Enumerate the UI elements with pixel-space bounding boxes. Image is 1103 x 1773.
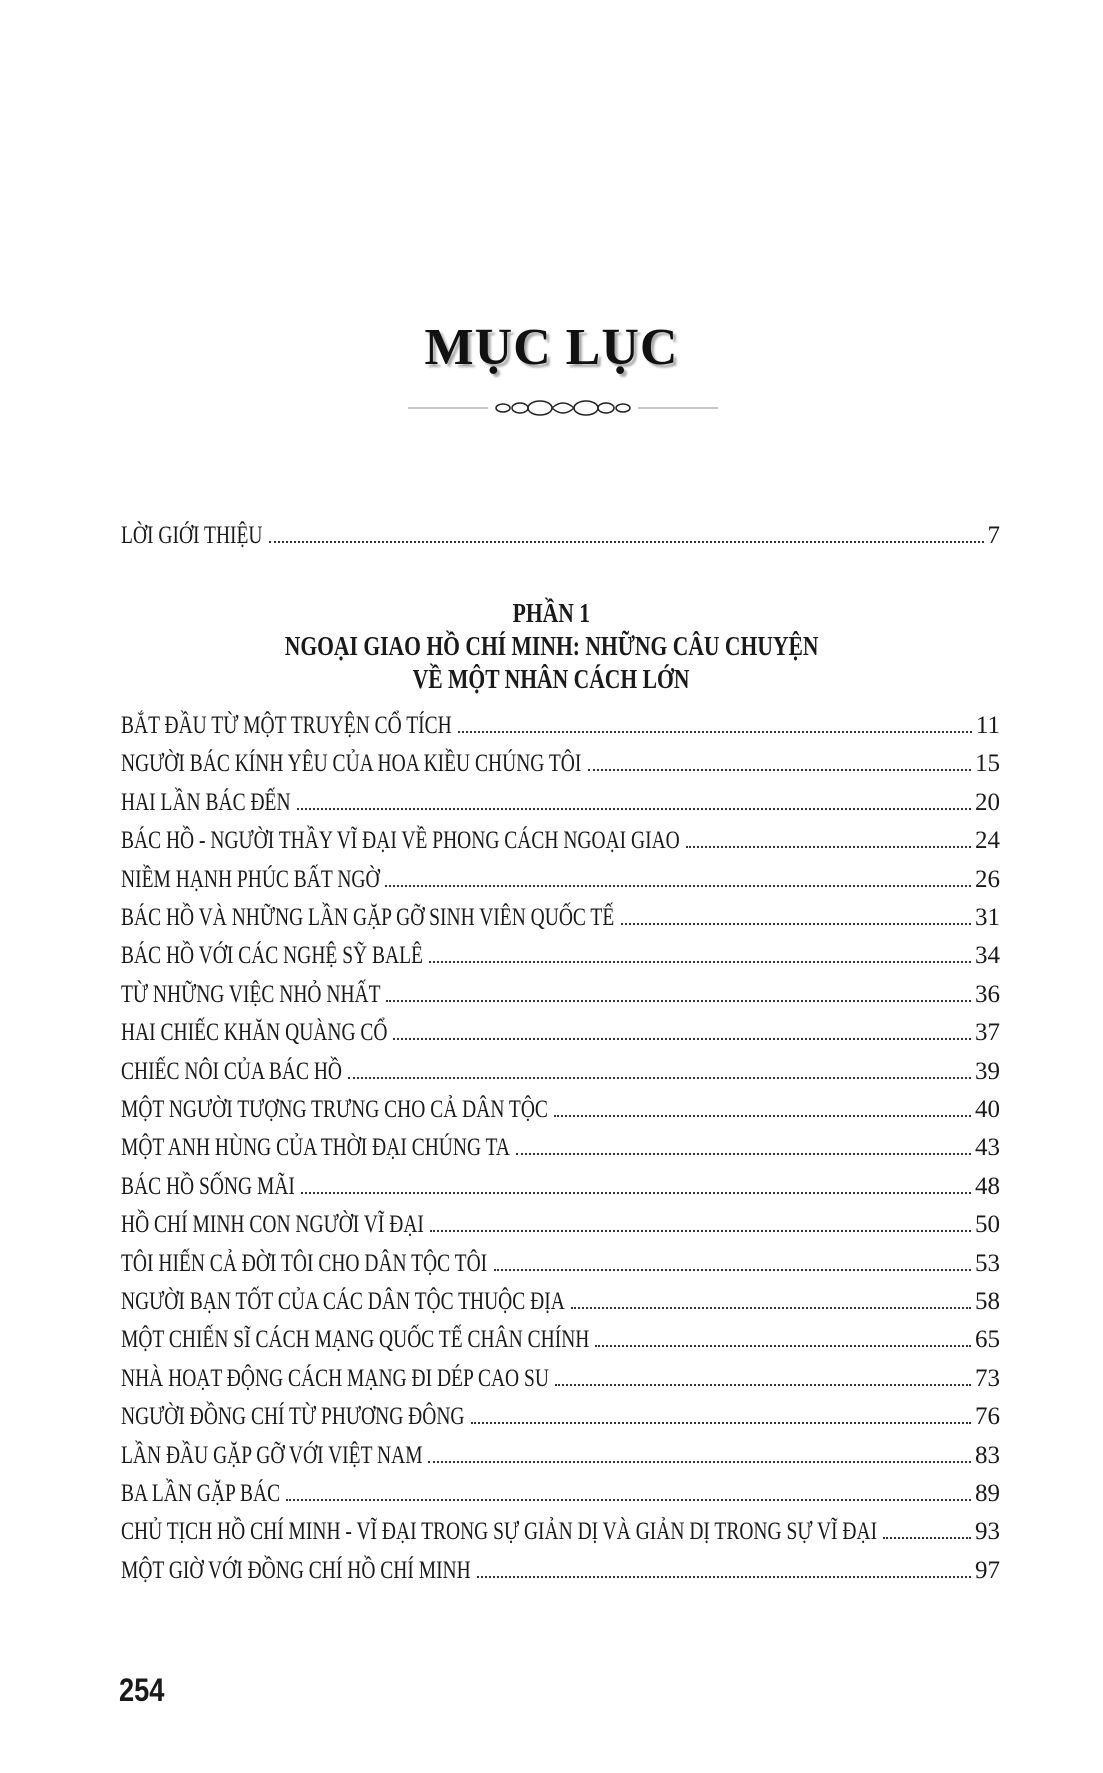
toc-entry-label: BÁC HỒ SỐNG MÃI: [121, 1172, 295, 1200]
toc-entry[interactable]: [121, 942, 1000, 974]
part-number: PHẦN 1: [512, 598, 591, 628]
dot-leader: [269, 541, 984, 543]
toc-entry-label: HAI LẦN BÁC ĐẾN: [121, 788, 291, 816]
toc-entry-label: NHÀ HOẠT ĐỘNG CÁCH MẠNG ĐI DÉP CAO SU: [121, 1364, 549, 1392]
toc-entry-page: 34: [975, 942, 1000, 970]
dot-leader: [686, 846, 971, 848]
toc-entry[interactable]: [121, 1250, 1000, 1282]
part-title-line2: VỀ MỘT NHÂN CÁCH LỚN: [413, 664, 690, 694]
dot-leader: [428, 1461, 971, 1463]
toc-entry[interactable]: [121, 981, 1000, 1013]
dot-leader: [471, 1422, 971, 1424]
toc-entry-label: CHỦ TỊCH HỒ CHÍ MINH - VĨ ĐẠI TRONG SỰ GIẢN DỊ VÀ GIẢN DỊ TRONG SỰ VĨ ĐẠI: [121, 1518, 878, 1546]
toc-entry-page: 97: [975, 1556, 1000, 1584]
toc-entry-page: 31: [975, 904, 1000, 931]
toc-entry-page: 37: [975, 1019, 1000, 1047]
toc-entry-page: 76: [975, 1403, 1000, 1431]
toc-entry-label: NIỀM HẠNH PHÚC BẤT NGỜ: [121, 865, 380, 893]
toc-entry-page: 40: [975, 1096, 1000, 1123]
toc-entry[interactable]: [121, 1019, 1000, 1051]
toc-entry[interactable]: [121, 1442, 1000, 1474]
toc-entry[interactable]: [121, 750, 1000, 782]
toc-entry-label: BÁC HỒ - NGƯỜI THẦY VĨ ĐẠI VỀ PHONG CÁCH NGOẠI GIAO: [121, 827, 680, 855]
toc-entry-label: BÁC HỒ VỚI CÁC NGHỆ SỸ BALÊ: [121, 942, 423, 970]
toc-entry[interactable]: [121, 1211, 1000, 1243]
toc-entry-label: MỘT NGƯỜI TƯỢNG TRƯNG CHO CẢ DÂN TỘC: [121, 1096, 548, 1123]
dot-leader: [458, 731, 972, 733]
dot-leader: [393, 1038, 971, 1040]
toc-entry[interactable]: [121, 1403, 1000, 1435]
dot-leader: [430, 1230, 971, 1232]
toc-entry[interactable]: [121, 827, 1000, 859]
toc-entry-label: BA LẦN GẶP BÁC: [121, 1480, 281, 1507]
toc-entry-page: 20: [975, 788, 1000, 816]
page-title: MỤC LỤC: [424, 319, 679, 376]
dot-leader: [348, 1077, 971, 1079]
toc-entry[interactable]: [121, 789, 1000, 821]
dot-leader: [516, 1153, 971, 1155]
dot-leader: [301, 1192, 971, 1194]
toc-entry-page: 15: [975, 750, 1000, 778]
toc-entry[interactable]: [121, 866, 1000, 898]
toc-entry-page: 53: [975, 1249, 1000, 1277]
toc-entry-page: 65: [975, 1326, 1000, 1354]
toc-entry-label: TỪ NHỮNG VIỆC NHỎ NHẤT: [121, 980, 381, 1008]
toc-entry[interactable]: [121, 1518, 1000, 1550]
toc-entry-page: 11: [975, 712, 1000, 739]
toc-entry[interactable]: [121, 904, 1000, 936]
toc-entry-label: MỘT ANH HÙNG CỦA THỜI ĐẠI CHÚNG TA: [121, 1134, 511, 1162]
toc-entry-label: NGƯỜI ĐỒNG CHÍ TỪ PHƯƠNG ĐÔNG: [121, 1403, 465, 1431]
toc-entry[interactable]: [121, 1096, 1000, 1128]
dot-leader: [595, 1345, 971, 1347]
toc-entry-intro[interactable]: [121, 522, 1000, 554]
toc-entry-page: 48: [975, 1172, 1000, 1200]
toc-entry-label: MỘT GIỜ VỚI ĐỒNG CHÍ HỒ CHÍ MINH: [121, 1556, 471, 1584]
dot-leader: [555, 1384, 971, 1386]
toc-entry-label: BẮT ĐẦU TỪ MỘT TRUYỆN CỔ TÍCH: [121, 712, 452, 739]
ornament-divider-icon: [408, 396, 718, 420]
dot-leader: [297, 808, 971, 810]
toc-entry[interactable]: [121, 712, 1000, 744]
toc-entry[interactable]: [121, 1173, 1000, 1205]
toc-entry-label: MỘT CHIẾN SĨ CÁCH MẠNG QUỐC TẾ CHÂN CHÍNH: [121, 1326, 590, 1354]
toc-entry-label: HAI CHIẾC KHĂN QUÀNG CỔ: [121, 1019, 388, 1047]
toc-entry-label: TÔI HIẾN CẢ ĐỜI TÔI CHO DÂN TỘC TÔI: [121, 1249, 488, 1277]
toc-entry[interactable]: [121, 1557, 1000, 1589]
toc-entry-page: 50: [975, 1211, 1000, 1239]
toc-entry[interactable]: [121, 1480, 1000, 1512]
toc-entry-label: NGƯỜI BÁC KÍNH YÊU CỦA HOA KIỀU CHÚNG TÔI: [121, 750, 582, 778]
toc-entry-label: HỒ CHÍ MINH CON NGƯỜI VĨ ĐẠI: [121, 1211, 424, 1239]
toc-entry-label: NGƯỜI BẠN TỐT CỦA CÁC DÂN TỘC THUỘC ĐỊA: [121, 1288, 565, 1315]
page-number: 254: [119, 1672, 165, 1708]
dot-leader: [554, 1115, 971, 1117]
toc-entry[interactable]: [121, 1288, 1000, 1320]
toc-entry-page: 73: [975, 1364, 1000, 1392]
dot-leader: [386, 1000, 971, 1002]
dot-leader: [883, 1537, 971, 1539]
toc-entry-label: CHIẾC NÔI CỦA BÁC HỒ: [121, 1057, 343, 1085]
toc-entry-label: LỜI GIỚI THIỆU: [121, 522, 263, 549]
toc-entry-page: 7: [987, 522, 1000, 549]
dot-leader: [621, 923, 971, 925]
toc-entry-page: 36: [975, 980, 1000, 1008]
toc-entry[interactable]: [121, 1058, 1000, 1090]
toc-entry-label: BÁC HỒ VÀ NHỮNG LẦN GẶP GỠ SINH VIÊN QUỐC TẾ: [121, 904, 615, 931]
toc-entry[interactable]: [121, 1365, 1000, 1397]
toc-entry-page: 26: [975, 865, 1000, 893]
toc-entry[interactable]: [121, 1326, 1000, 1358]
toc-entry-page: 83: [975, 1441, 1000, 1469]
part-title-line1: NGOẠI GIAO HỒ CHÍ MINH: NHỮNG CÂU CHUYỆN: [284, 631, 819, 661]
dot-leader: [494, 1269, 971, 1271]
toc-entry-page: 43: [975, 1134, 1000, 1162]
dot-leader: [286, 1499, 971, 1501]
toc-entry-page: 58: [975, 1288, 1000, 1315]
dot-leader: [588, 769, 971, 771]
toc-entry-page: 39: [975, 1057, 1000, 1085]
toc-entry-page: 93: [975, 1518, 1000, 1546]
toc-entry-label: LẦN ĐẦU GẶP GỠ VỚI VIỆT NAM: [121, 1441, 423, 1469]
toc-entry-page: 24: [975, 827, 1000, 855]
toc-entry[interactable]: [121, 1134, 1000, 1166]
toc-entry-page: 89: [975, 1480, 1000, 1507]
dot-leader: [477, 1576, 971, 1578]
dot-leader: [429, 961, 971, 963]
dot-leader: [571, 1307, 971, 1309]
dot-leader: [385, 885, 971, 887]
